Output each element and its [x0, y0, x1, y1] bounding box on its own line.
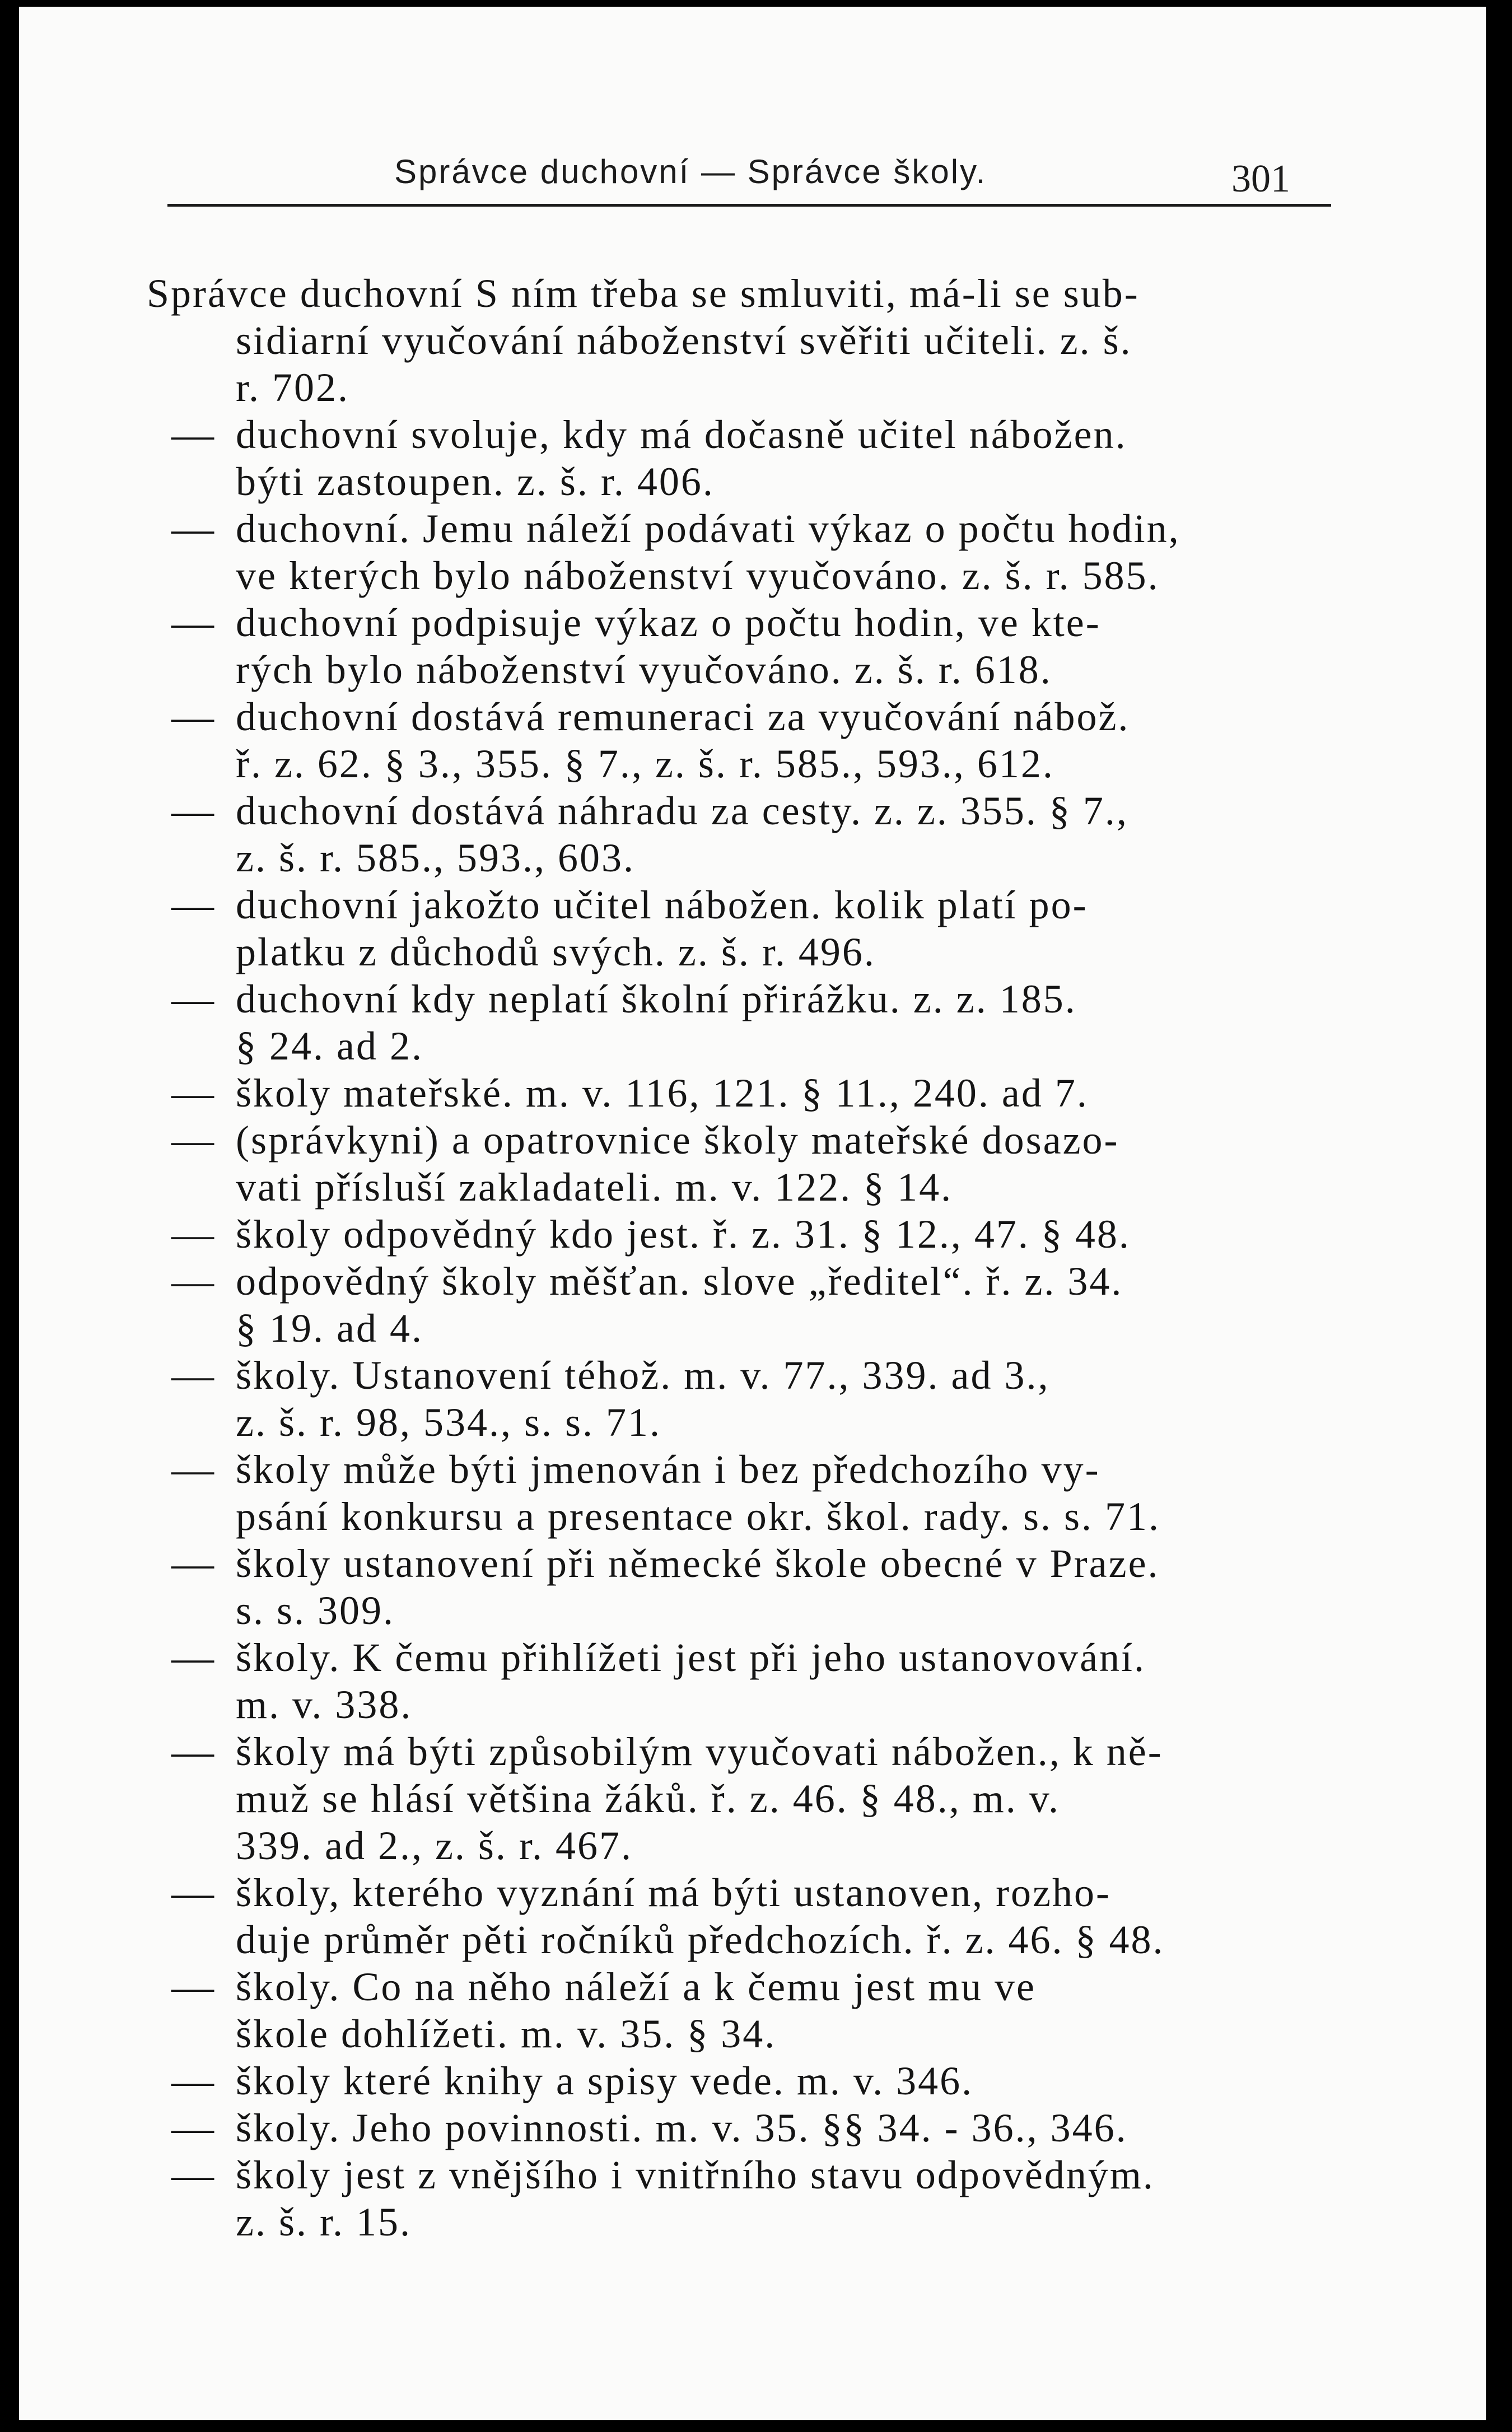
entry-line: 339. ad 2., z. š. r. 467. — [236, 1823, 633, 1868]
entry-line: platku z důchodů svých. z. š. r. 496. — [236, 930, 876, 974]
entry-dash: — — [171, 505, 214, 552]
entry-line: r. 702. — [236, 365, 350, 410]
entry-dash: — — [171, 1352, 214, 1399]
entry-dash: — — [171, 881, 214, 928]
entry-dash: — — [171, 599, 214, 646]
entry-dash: — — [171, 2057, 214, 2104]
entry-line: školy. Ustanovení téhož. m. v. 77., 339. ad 3., — [236, 1353, 1050, 1398]
entry-line: školy mateřské. m. v. 116, 121. § 11., 240. ad 7. — [236, 1071, 1089, 1115]
entry-line: školy. Jeho povinnosti. m. v. 35. §§ 34. - 36., 346. — [236, 2106, 1128, 2150]
entry-line: z. š. r. 585., 593., 603. — [236, 835, 635, 880]
entry-line: školy. K čemu přihlížeti jest při jeho ustanovování. — [236, 1635, 1146, 1680]
entry-line: školy může býti jmenován i bez předchozího vy- — [236, 1447, 1100, 1492]
book-page — [19, 7, 1486, 2420]
entry-line: školy odpovědný kdo jest. ř. z. 31. § 12., 47. § 48. — [236, 1212, 1131, 1257]
entry-line: školy ustanovení při německé škole obecné v Praze. — [236, 1541, 1160, 1586]
entry-dash: — — [171, 1540, 214, 1587]
entry-line: § 24. ad 2. — [236, 1024, 423, 1068]
entry-line: z. š. r. 98, 534., s. s. 71. — [236, 1400, 662, 1445]
entry-line: sidiarní vyučování náboženství svěřiti učiteli. z. š. — [236, 318, 1132, 363]
entry-dash: — — [171, 411, 214, 458]
entry-line: školy. Co na něho náleží a k čemu jest mu ve — [236, 1964, 1036, 2009]
entry-line: Správce duchovní S ním třeba se smluviti, má-li se sub- — [147, 271, 1140, 316]
entry-line: škole dohlížeti. m. v. 35. § 34. — [236, 2011, 777, 2056]
entry-dash: — — [171, 787, 214, 834]
entry-dash: — — [171, 1446, 214, 1493]
entry-dash: — — [171, 1070, 214, 1117]
entry-line: školy má býti způsobilým vyučovati nábožen., k ně- — [236, 1729, 1163, 1774]
header-rule — [167, 204, 1331, 207]
entry-line: duchovní svoluje, kdy má dočasně učitel nábožen. — [236, 412, 1127, 457]
entry-line: odpovědný školy měšťan. slove „ředitel“. ř. z. 34. — [236, 1259, 1123, 1304]
entry-line: duchovní podpisuje výkaz o počtu hodin, ve kte- — [236, 600, 1101, 645]
entry-dash: — — [171, 975, 214, 1023]
entry-dash: — — [171, 1728, 214, 1775]
entry-line: školy jest z vnějšího i vnitřního stavu odpovědným. — [236, 2153, 1155, 2197]
entry-dash: — — [171, 1117, 214, 1164]
entry-line: duchovní dostává náhradu za cesty. z. z. 355. § 7., — [236, 788, 1128, 833]
entry-dash: — — [171, 2151, 214, 2198]
entry-dash: — — [171, 1211, 214, 1258]
entry-line: z. š. r. 15. — [236, 2200, 412, 2244]
entry-line: rých bylo náboženství vyučováno. z. š. r. 618. — [236, 647, 1052, 692]
entry-line: býti zastoupen. z. š. r. 406. — [236, 459, 715, 504]
entry-line: školy, kterého vyznání má býti ustanoven, rozho- — [236, 1870, 1111, 1915]
entry-dash: — — [171, 1634, 214, 1681]
running-title: Správce duchovní — Správce školy. — [394, 153, 987, 190]
entry-line: muž se hlásí většina žáků. ř. z. 46. § 48., m. v. — [236, 1776, 1061, 1821]
entry-line: duchovní kdy neplatí školní přirážku. z. z. 185. — [236, 977, 1077, 1021]
entry-line: ve kterých bylo náboženství vyučováno. z. š. r. 585. — [236, 553, 1160, 598]
entry-line: § 19. ad 4. — [236, 1306, 423, 1351]
index-entries — [19, 270, 1486, 2263]
entry-line: psání konkursu a presentace okr. škol. rady. s. s. 71. — [236, 1494, 1161, 1539]
entry-line: duchovní jakožto učitel nábožen. kolik platí po- — [236, 883, 1088, 927]
entry-line: m. v. 338. — [236, 1682, 413, 1727]
entry-line: vati přísluší zakladateli. m. v. 122. § 14. — [236, 1165, 953, 1210]
entry-dash: — — [171, 1869, 214, 1916]
entry-line: (správkyni) a opatrovnice školy mateřské dosazo- — [236, 1118, 1119, 1163]
entry-line: duchovní. Jemu náleží podávati výkaz o počtu hodin, — [236, 506, 1180, 551]
page-header — [19, 141, 1486, 203]
entry-line: školy které knihy a spisy vede. m. v. 346. — [236, 2058, 974, 2103]
entry-line: s. s. 309. — [236, 1588, 395, 1633]
entry-dash: — — [171, 693, 214, 740]
entry-dash: — — [171, 1963, 214, 2010]
entry-dash: — — [171, 1258, 214, 1305]
entry-dash: — — [171, 2104, 214, 2151]
entry-line: duje průměr pěti ročníků předchozích. ř. z. 46. § 48. — [236, 1917, 1165, 1962]
entry-line: ř. z. 62. § 3., 355. § 7., z. š. r. 585., 593., 612. — [236, 741, 1054, 786]
entry-line: duchovní dostává remuneraci za vyučování nábož. — [236, 694, 1130, 739]
page-number: 301 — [1231, 157, 1290, 200]
